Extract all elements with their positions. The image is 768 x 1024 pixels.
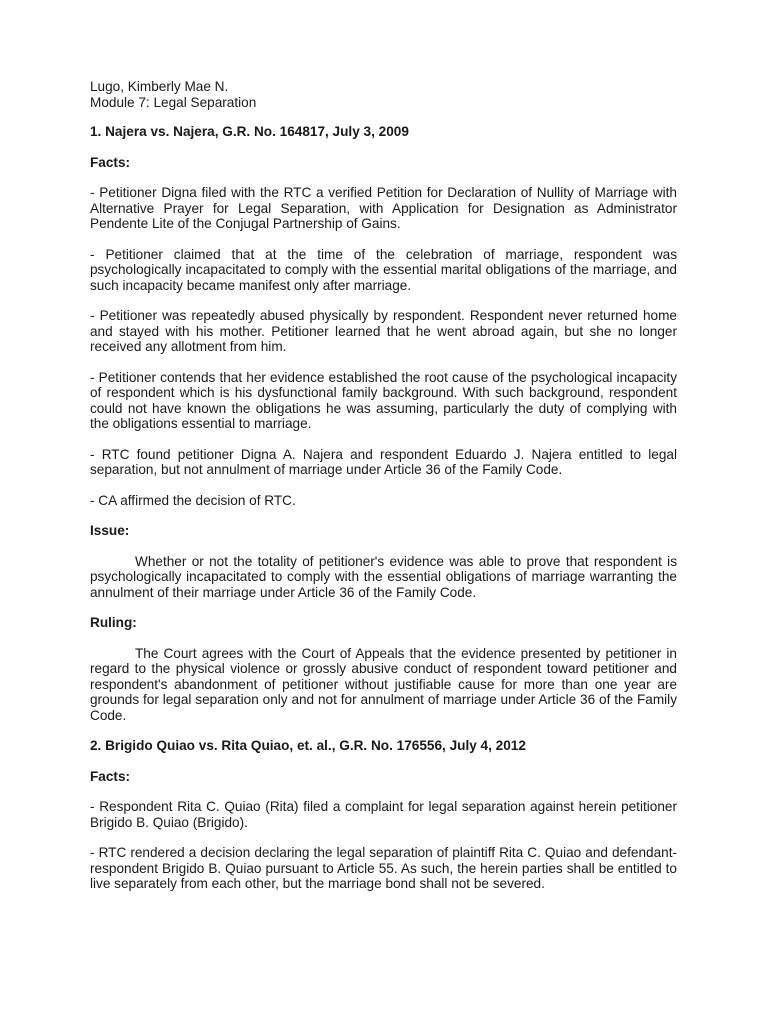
fact-paragraph: - Petitioner claimed that at the time of the celebration of marriage, respondent was psychologically incapacitated to comply with the essential marital obligations of the marriage, and such incapacity became manifest only after marriage. bbox=[90, 246, 677, 293]
case-title: 2. Brigido Quiao vs. Rita Quiao, et. al., G.R. No. 176556, July 4, 2012 bbox=[90, 738, 526, 753]
fact-paragraph: - Respondent Rita C. Quiao (Rita) filed a complaint for legal separation against herein petitioner Brigido B. Quiao (Brigido). bbox=[90, 799, 677, 830]
facts-label: Facts: bbox=[90, 768, 131, 784]
facts-label: Facts: bbox=[90, 154, 131, 170]
issue-label: Issue: bbox=[90, 523, 130, 538]
document-page bbox=[90, 79, 677, 892]
author-name: Lugo, Kimberly Mae N. bbox=[90, 79, 229, 94]
ruling-paragraph: The Court agrees with the Court of Appeals that the evidence presented by petitioner in regard to the physical violence or grossly abusive conduct of respondent toward petitioner and respondent's abandonment of petitioner without justifiable cause for more than one year are grounds for legal separation only and not for annulment of marriage under Article 36 of the Family Code. bbox=[90, 645, 677, 723]
case-quiao bbox=[90, 738, 677, 892]
case-title: 1. Najera vs. Najera, G.R. No. 164817, July 3, 2009 bbox=[90, 124, 409, 139]
fact-paragraph: - RTC found petitioner Digna A. Najera and respondent Eduardo J. Najera entitled to legal separation, but not annulment of marriage under Article 36 of the Family Code. bbox=[90, 446, 677, 477]
fact-paragraph: - RTC rendered a decision declaring the legal separation of plaintiff Rita C. Quiao and defendant-respondent Brigido B. Quiao pursuant to Article 55. As such, the herein parties shall be entitled to live separately from each other, but the marriage bond shall not be severed. bbox=[90, 845, 677, 891]
case-najera bbox=[90, 124, 677, 738]
issue-paragraph: Whether or not the totality of petitioner's evidence was able to prove that respondent is psychologically incapacitated to comply with the essential obligations of marriage warranting the annulment of their marriage under Article 36 of the Family Code. bbox=[90, 553, 677, 600]
fact-paragraph: - Petitioner contends that her evidence established the root cause of the psychological incapacity of respondent which is his dysfunctional family background. With such background, respondent could not have known the obligations he was assuming, particularly the duty of complying with the obligations essential to marriage. bbox=[90, 369, 677, 431]
module-title: Module 7: Legal Separation bbox=[90, 94, 257, 110]
fact-paragraph: - CA affirmed the decision of RTC. bbox=[90, 492, 296, 508]
ruling-label: Ruling: bbox=[90, 615, 137, 630]
fact-paragraph: - Petitioner Digna filed with the RTC a verified Petition for Declaration of Nullity of Marriage with Alternative Prayer for Legal Separation, with Application for Designation as Administrator Pendente Lite of the Conjugal Partnership of Gains. bbox=[90, 185, 677, 231]
fact-paragraph: - Petitioner was repeatedly abused physically by respondent. Respondent never returned home and stayed with his mother. Petitioner learned that he went abroad again, but she no longer received any allotment from him. bbox=[90, 308, 677, 354]
